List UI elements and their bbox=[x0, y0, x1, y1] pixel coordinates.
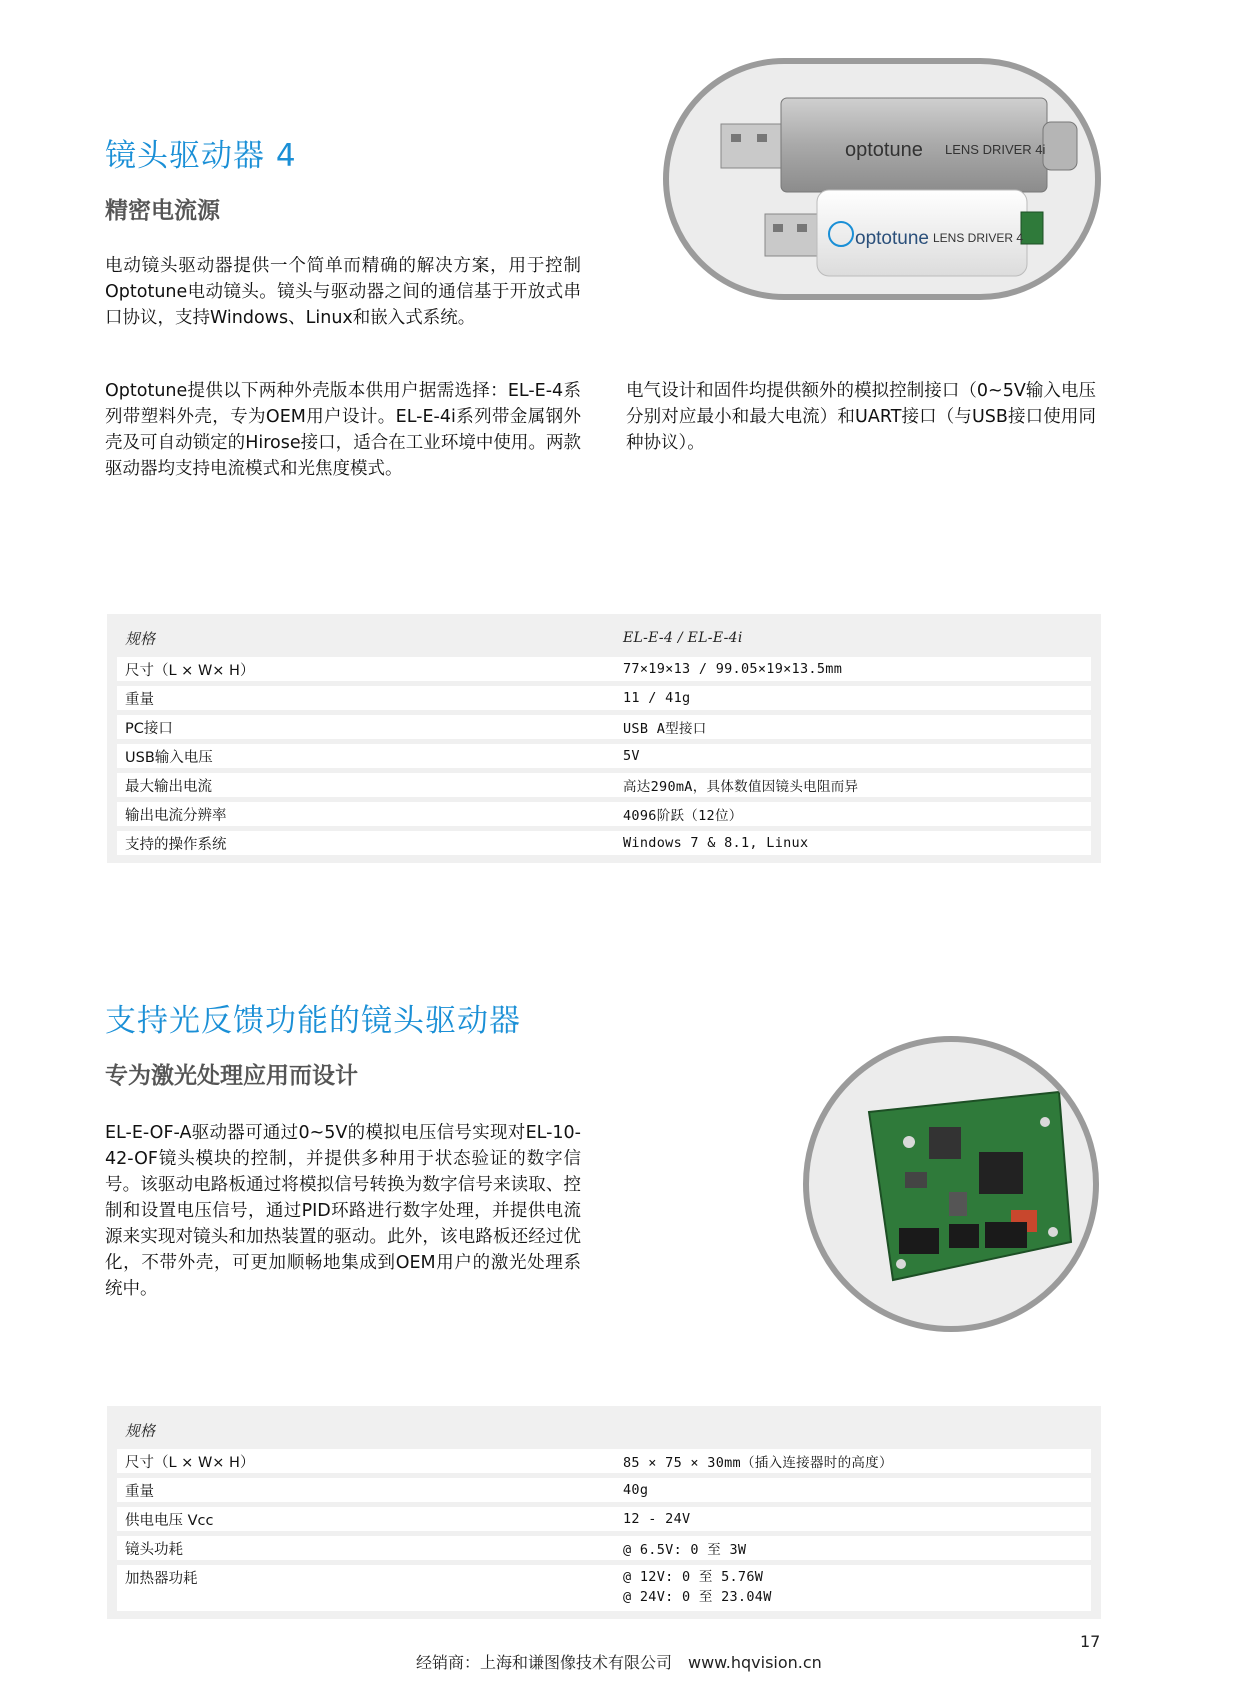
table-row bbox=[117, 1565, 1091, 1611]
table-row bbox=[117, 657, 1091, 681]
table-row bbox=[117, 686, 1091, 710]
spec1-header bbox=[117, 624, 1091, 652]
spec-label: 重量 bbox=[125, 691, 154, 708]
section1-para1: 电动镜头驱动器提供一个简单而精确的解决方案，用于控制Optotune电动镜头。镜头与驱动器之间的通信基于开放式串口协议，支持Windows、Linux和嵌入式系统。 bbox=[105, 256, 581, 328]
spec-value: 77×19×13 / 99.05×19×13.5mm bbox=[623, 661, 843, 677]
device1-label: LENS DRIVER 4i bbox=[945, 142, 1046, 157]
spec-value: @ 6.5V: 0 至 3W bbox=[623, 1542, 747, 1558]
usb-plug-white-icon bbox=[765, 214, 823, 256]
table-row bbox=[117, 1449, 1091, 1473]
spec-label: 最大输出电流 bbox=[125, 778, 212, 795]
table-row bbox=[117, 1507, 1091, 1531]
section2-para1: EL-E-OF-A驱动器可通过0~5V的模拟电压信号实现对EL-10-42-OF镜头模块的控制，并提供多种用于状态验证的数字信号。该驱动电路板通过将模拟信号转换为数字信号来读取、控制和设置电压信号，通过PID环路进行数字处理，并提供电流源来实现对镜头和加热装置的驱动。此外，该电路板还经过优化，不带外壳，可更加顺畅地集成到OEM用户的激光处理系统中。 bbox=[105, 1123, 581, 1299]
pcb-illustration bbox=[809, 1042, 1093, 1326]
heater-value-line1: @ 12V: 0 至 5.76W bbox=[623, 1569, 764, 1585]
spec-label: 重量 bbox=[125, 1483, 154, 1500]
table-row bbox=[117, 773, 1091, 797]
footer-distributor: 经销商：上海和谦图像技术有限公司 www.hqvision.cn bbox=[416, 1653, 822, 1672]
connector-3-icon bbox=[985, 1222, 1027, 1248]
section2-title: 支持光反馈功能的镜头驱动器 bbox=[105, 1003, 521, 1039]
device2-label: LENS DRIVER 4 bbox=[933, 231, 1024, 245]
section1-para2: Optotune提供以下两种外壳版本供用户据需选择：EL-E-4系列带塑料外壳，专为OEM用户设计。EL-E-4i系列带金属钢外壳及可自动锁定的Hirose接口，适合在工业环境中使用。两款驱动器均支持电流模式和光焦度模式。 bbox=[105, 381, 581, 479]
connector-2-icon bbox=[949, 1224, 979, 1248]
table-row bbox=[117, 1478, 1091, 1502]
spec-value: 11 / 41g bbox=[623, 690, 691, 706]
section1-title: 镜头驱动器 4 bbox=[105, 138, 297, 174]
spec-label: 输出电流分辨率 bbox=[125, 807, 227, 824]
spec-value: 4096阶跃（12位） bbox=[623, 808, 743, 824]
device2-brand: optotune bbox=[855, 228, 929, 249]
spec-label: 尺寸（L × W× H） bbox=[125, 1454, 255, 1471]
spec-label: 支持的操作系统 bbox=[125, 836, 227, 853]
spec2-header bbox=[117, 1416, 1091, 1444]
heater-value-line2: @ 24V: 0 至 23.04W bbox=[623, 1589, 772, 1605]
connector-1-icon bbox=[899, 1228, 939, 1254]
section1-para3: 电气设计和固件均提供额外的模拟控制接口（0~5V输入电压分别对应最小和最大电流）和UART接口（与USB接口使用同种协议）。 bbox=[626, 381, 1096, 453]
spec-value: Windows 7 & 8.1, Linux bbox=[623, 835, 809, 851]
spec-value: USB A型接口 bbox=[623, 721, 707, 737]
spec-value bbox=[617, 1567, 1091, 1607]
table-row bbox=[117, 744, 1091, 768]
device1-brand: optotune bbox=[845, 139, 923, 161]
lens-driver-image bbox=[663, 58, 1101, 300]
table-row bbox=[117, 715, 1091, 739]
pcb-chip-icon bbox=[979, 1152, 1023, 1194]
spec-table-2 bbox=[107, 1406, 1101, 1619]
table-row bbox=[117, 831, 1091, 855]
table-row bbox=[117, 802, 1091, 826]
spec1-header-label: 规格 bbox=[125, 629, 156, 648]
spec-table-1 bbox=[107, 614, 1101, 863]
spec-label: 镜头功耗 bbox=[125, 1541, 183, 1558]
table-row bbox=[117, 1536, 1091, 1560]
pcb-image bbox=[803, 1036, 1099, 1332]
spec-value: 85 × 75 × 30mm（插入连接器时的高度） bbox=[623, 1455, 893, 1471]
spec-value: 高达290mA，具体数值因镜头电阻而异 bbox=[623, 779, 859, 795]
spec-label: USB输入电压 bbox=[125, 749, 213, 766]
spec-label: 尺寸（L × W× H） bbox=[125, 662, 255, 679]
spec-label: 供电电压 Vcc bbox=[125, 1512, 214, 1529]
spec-value: 40g bbox=[623, 1482, 649, 1498]
usb-plug-metal-icon bbox=[721, 124, 785, 168]
lens-driver-illustration bbox=[669, 64, 1095, 294]
spec-label: 加热器功耗 bbox=[125, 1571, 198, 1587]
page-number: 17 bbox=[1080, 1632, 1101, 1651]
section2-subtitle: 专为激光处理应用而设计 bbox=[105, 1063, 358, 1089]
spec-value: 5V bbox=[623, 748, 640, 764]
section1-subtitle: 精密电流源 bbox=[105, 198, 220, 224]
spec1-header-value: EL-E-4 / EL-E-4i bbox=[623, 630, 743, 646]
spec-value: 12 - 24V bbox=[623, 1511, 691, 1527]
spec-label: PC接口 bbox=[125, 720, 173, 737]
spec2-header-label: 规格 bbox=[125, 1421, 156, 1440]
